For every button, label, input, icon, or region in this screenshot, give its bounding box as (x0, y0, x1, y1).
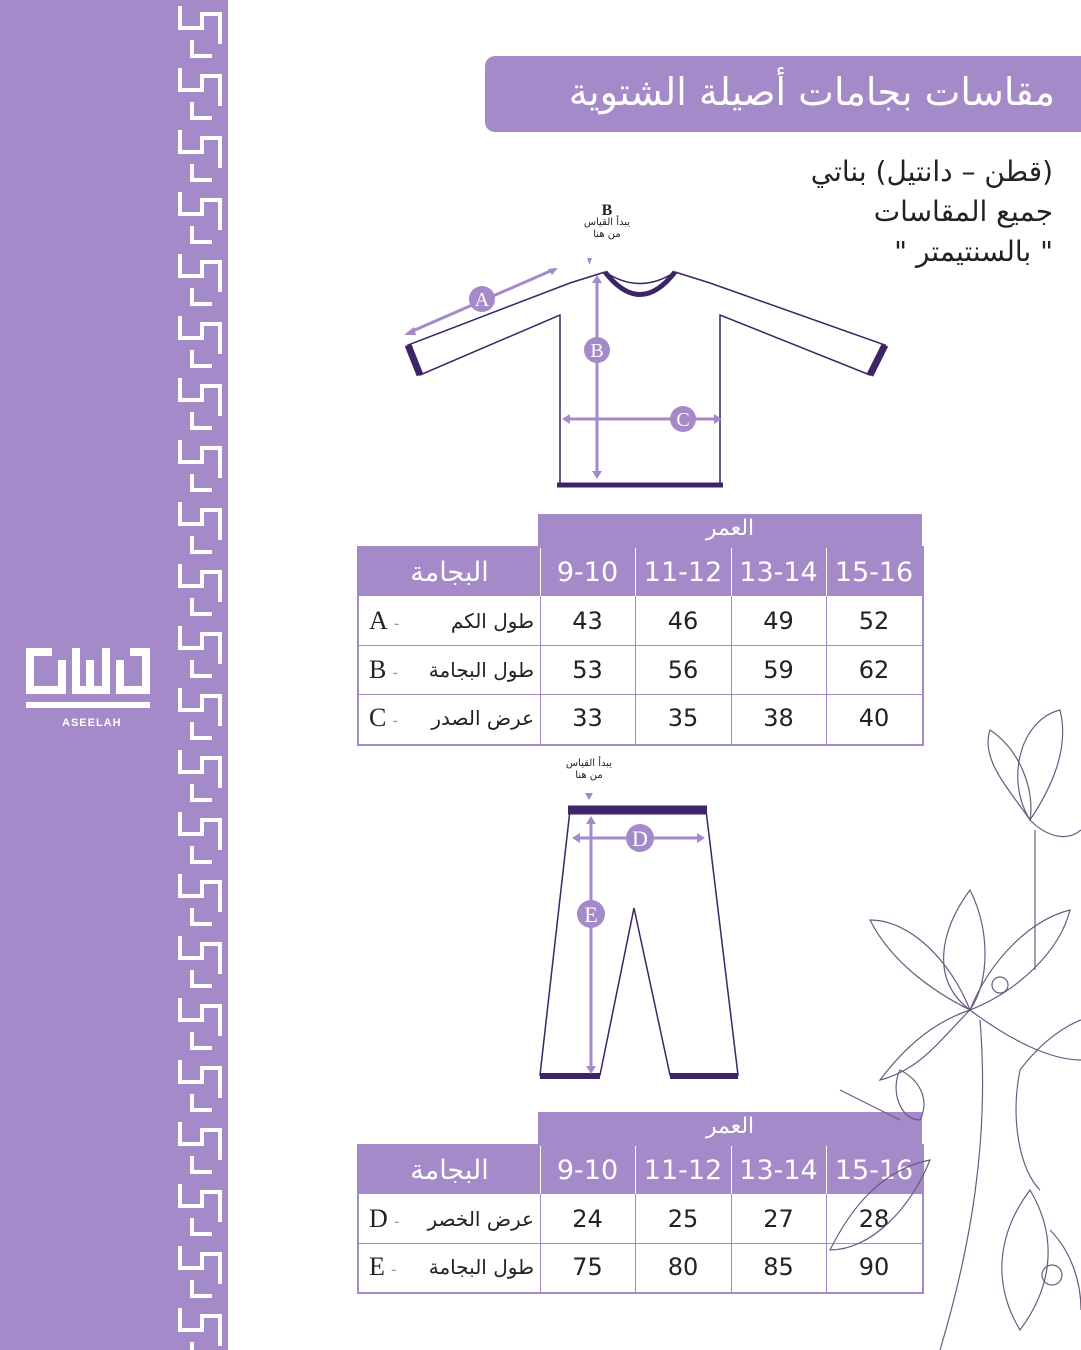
table2-col-13-14: 13-14 (739, 1154, 818, 1186)
table1-cell: 40 (858, 704, 890, 732)
title-banner (485, 56, 1081, 132)
row-d-label: عرض الخصر (427, 1206, 534, 1231)
table1-age-header: العمر (538, 514, 922, 546)
table1-cell: 53 (572, 655, 603, 684)
table1-row-label-c: C - عرض الصدر (369, 703, 534, 732)
table2-row-header: البجامة (410, 1154, 489, 1186)
row-b-label: طول البجامة (428, 657, 534, 682)
table1-cell: 33 (572, 704, 603, 732)
table2-age-header: العمر (538, 1112, 922, 1144)
shirt-start-note-line1: يبدأ القياس (583, 217, 631, 228)
shirt-start-note (572, 202, 642, 241)
table2-row-label-d: D - عرض الخصر (369, 1203, 534, 1233)
subtitle-unit: " بالسنتيمتر " (894, 235, 1053, 268)
table2-cell: 80 (667, 1252, 699, 1281)
logo-wordmark: ASEELAH (62, 717, 122, 729)
table1-cell: 59 (763, 655, 794, 684)
table2-cell: 75 (572, 1252, 603, 1281)
table1-col-9-10: 9-10 (556, 556, 619, 588)
subtitle-fabric: (قطن – دانتيل) بناتي (810, 155, 1053, 188)
table1-col-13-14: 13-14 (739, 556, 818, 588)
table2-col-9-10: 9-10 (556, 1154, 619, 1186)
pants-start-note (554, 758, 624, 782)
row-e-label: طول البجامة (428, 1254, 534, 1279)
row-c-label: عرض الصدر (431, 706, 534, 730)
table2-col-11-12: 11-12 (643, 1154, 723, 1186)
table1-col-15-16: 15-16 (834, 556, 914, 588)
subtitle-all-sizes: جميع المقاسات (873, 195, 1053, 228)
marker-d: D (632, 826, 648, 851)
table1-col-11-12: 11-12 (643, 556, 723, 588)
table2-cell: 90 (858, 1252, 890, 1281)
table1-cell: 46 (667, 606, 699, 635)
table1-cell: 62 (858, 655, 890, 684)
row-b-letter: B (369, 654, 387, 684)
pants-start-note-line1: يبدأ القياس (565, 758, 613, 769)
table2-cell: 24 (572, 1204, 603, 1233)
table1-row-label-a: A - طول الكم (369, 605, 534, 635)
table1-cell: 56 (667, 655, 699, 684)
row-e-letter: E (369, 1251, 385, 1281)
table1-cell: 52 (858, 606, 890, 635)
row-d-letter: D (369, 1203, 388, 1233)
row-a-label: طول الكم (450, 608, 534, 633)
table2-cell: 27 (763, 1204, 794, 1233)
table2-cell: 85 (763, 1252, 794, 1281)
table1-cell: 43 (572, 606, 603, 635)
shirt-start-letter: B (601, 202, 613, 219)
table2-cell: 28 (858, 1204, 890, 1233)
pants-diagram (530, 790, 750, 1085)
marker-a: A (474, 289, 490, 311)
kufic-pattern-strip (172, 0, 228, 1350)
table2-col-15-16: 15-16 (834, 1154, 914, 1186)
shirt-start-note-line2: من هنا (593, 229, 621, 240)
shirt-diagram (400, 255, 900, 495)
flower-illustration (820, 690, 1081, 1350)
table1-row-label-b: B - طول البجامة (369, 654, 534, 684)
marker-b: B (590, 340, 604, 362)
row-a-letter: A (369, 605, 388, 635)
table2-row-label-e: E - طول البجامة (369, 1251, 534, 1281)
page-title: مقاسات بجامات أصيلة الشتوية (568, 70, 1055, 114)
table1-cell: 35 (667, 704, 699, 732)
row-c-letter: C (369, 703, 387, 732)
table1-cell: 38 (763, 704, 794, 732)
marker-e: E (584, 902, 598, 927)
marker-c: C (676, 409, 690, 431)
table1-cell: 49 (763, 606, 794, 635)
subtitle-block (811, 152, 1053, 272)
table1-row-header: البجامة (410, 556, 489, 588)
pants-start-note-line2: من هنا (575, 770, 603, 781)
table2-cell: 25 (667, 1204, 699, 1233)
